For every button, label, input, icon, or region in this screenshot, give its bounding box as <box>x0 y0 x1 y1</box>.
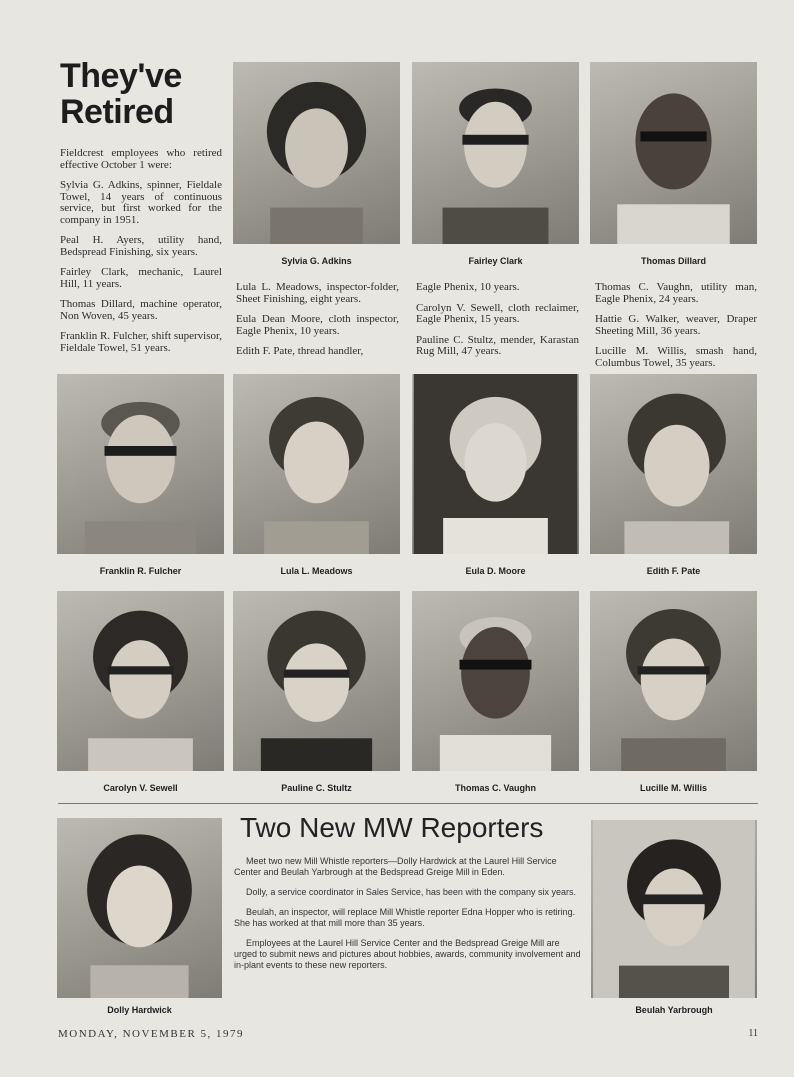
article-paragraph: Thomas Dillard, machine operator, Non Woven, 45 years. <box>60 298 222 322</box>
retired-headline <box>60 58 230 130</box>
portrait-man <box>412 591 579 771</box>
photo-moore <box>412 374 579 554</box>
caption-meadows: Lula L. Meadows <box>280 566 353 576</box>
portrait-woman <box>233 374 400 554</box>
retirees-column-1 <box>60 148 222 363</box>
reporters-title: Two New MW Reporters <box>240 812 544 843</box>
portrait-man <box>590 62 757 244</box>
photo-sewell <box>57 591 224 771</box>
photo-hardwick <box>57 818 222 998</box>
portrait-man <box>412 62 579 244</box>
photo-willis <box>590 591 757 771</box>
photo-adkins <box>233 62 400 244</box>
photo-stultz <box>233 591 400 771</box>
article-paragraph: Hattie G. Walker, weaver, Draper Sheeting Mill, 36 years. <box>595 313 757 337</box>
photo-clark <box>412 62 579 244</box>
article-paragraph: Eagle Phenix, 10 years. <box>416 281 520 293</box>
portrait-woman <box>233 591 400 771</box>
caption-moore: Eula D. Moore <box>465 566 526 576</box>
article-paragraph: Dolly, a service coordinator in Sales Service, has been with the company six years. <box>246 887 576 897</box>
photo-yarbrough <box>591 820 757 998</box>
headline-line-1: They've <box>60 57 182 95</box>
caption-pate: Edith F. Pate <box>646 566 701 576</box>
caption-stultz: Pauline C. Stultz <box>281 783 352 793</box>
article-paragraph: Franklin R. Fulcher, shift supervisor, Fieldale Towel, 51 years. <box>60 330 222 354</box>
reporters-article <box>234 856 582 980</box>
article-paragraph: Edith F. Pate, thread handler, <box>236 345 364 357</box>
photo-pate <box>590 374 757 554</box>
photo-dillard <box>590 62 757 244</box>
issue-date: MONDAY, NOVEMBER 5, 1979 <box>58 1028 245 1040</box>
caption-dillard: Thomas Dillard <box>640 256 706 266</box>
photo-fulcher <box>57 374 224 554</box>
portrait-woman <box>590 591 757 771</box>
portrait-woman <box>233 62 400 244</box>
caption-adkins: Sylvia G. Adkins <box>281 256 352 266</box>
article-paragraph: Meet two new Mill Whistle reporters—Dolly Hardwick at the Laurel Hill Service Center and Beulah Yarbrough at the Bedspread Greige Mill in Eden. <box>234 856 557 877</box>
portrait-woman <box>591 820 757 998</box>
article-paragraph: Eula Dean Moore, cloth inspector, Eagle Phenix, 10 years. <box>236 313 399 337</box>
portrait-woman <box>57 818 222 998</box>
article-paragraph: Lula L. Meadows, inspector-folder, Sheet Finishing, eight years. <box>236 281 399 305</box>
caption-vaughn: Thomas C. Vaughn <box>454 783 536 793</box>
caption-hardwick: Dolly Hardwick <box>107 1005 172 1015</box>
section-divider <box>58 803 758 804</box>
article-paragraph: Lucille M. Willis, smash hand, Columbus Towel, 35 years. <box>595 345 757 369</box>
article-paragraph: Carolyn V. Sewell, cloth reclaimer, Eagle Phenix, 15 years. <box>416 301 579 325</box>
article-paragraph: Pauline C. Stultz, mender, Karastan Rug Mill, 47 years. <box>416 333 579 357</box>
article-paragraph: Fieldcrest employees who retired effective October 1 were: <box>60 147 222 171</box>
article-paragraph: Thomas C. Vaughn, utility man, Eagle Phenix, 24 years. <box>595 281 757 305</box>
portrait-woman <box>590 374 757 554</box>
caption-clark: Fairley Clark <box>468 256 523 266</box>
photo-meadows <box>233 374 400 554</box>
portrait-woman <box>412 374 579 554</box>
retirees-column-4 <box>595 282 757 378</box>
portrait-woman <box>57 591 224 771</box>
caption-sewell: Carolyn V. Sewell <box>103 783 178 793</box>
retirees-column-3 <box>416 282 579 367</box>
article-paragraph: Employees at the Laurel Hill Service Center and the Bedspread Greige Mill are urged to submit news and pictures about hobbies, awards, community involvement and in-plant events to these new reporters. <box>234 938 581 970</box>
article-paragraph: Beulah, an inspector, will replace Mill Whistle reporter Edna Hopper who is retiring. She has worked at that mill more than 35 years. <box>234 907 576 928</box>
photo-vaughn <box>412 591 579 771</box>
caption-willis: Lucille M. Willis <box>640 783 707 793</box>
headline-line-2: Retired <box>60 93 174 131</box>
caption-yarbrough: Beulah Yarbrough <box>635 1005 713 1015</box>
article-paragraph: Sylvia G. Adkins, spinner, Fieldale Towel, 14 years of continuous service, but first worked for the company in 1951. <box>60 179 222 226</box>
caption-fulcher: Franklin R. Fulcher <box>99 566 182 576</box>
article-paragraph: Fairley Clark, mechanic, Laurel Hill, 11 years. <box>60 266 222 290</box>
page-number: 11 <box>748 1028 758 1039</box>
portrait-man <box>57 374 224 554</box>
retirees-column-2 <box>236 282 399 367</box>
article-paragraph: Peal H. Ayers, utility hand, Bedspread Finishing, six years. <box>60 234 222 258</box>
